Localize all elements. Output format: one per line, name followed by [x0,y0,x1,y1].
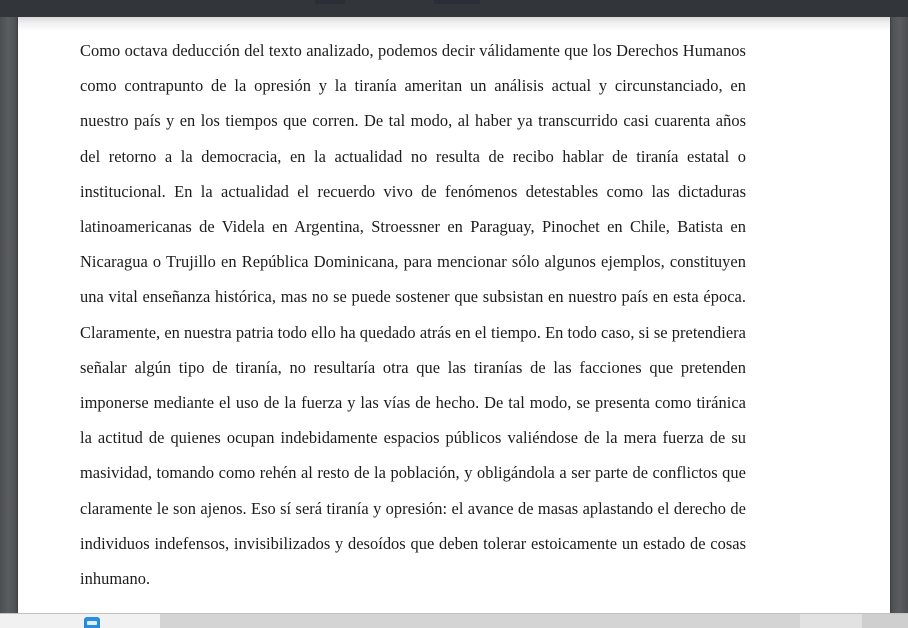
page-text-body [80,33,746,596]
document-paragraph: Como octava deducción del texto analizado, podemos decir válidamente que los Derechos Humanos como contrapunto de la opresión y la tiranía ameritan un análisis actual y circunstanciado, en nuestro país y en los tiempos que corren. De tal modo, al haber ya transcurrido casi cuarenta años del retorno a la democracia, en la actualidad no resulta de recibo hablar de tiranía estatal o institucional. En la actualidad el recuerdo vivo de fenómenos detestables como las dictaduras latinoamericanas de Videla en Argentina, Stroessner en Paraguay, Pinochet en Chile, Batista en Nicaragua o Trujillo en República Dominicana, para mencionar sólo algunos ejemplos, constituyen una vital enseñanza histórica, mas no se puede sostener que subsistan en nuestro país en esta época. Claramente, en nuestra patria todo ello ha quedado atrás en el tiempo. En todo caso, si se pretendiera señalar algún tipo de tiranía, no resultaría otra que las tiranías de las facciones que pretenden imponerse mediante el uso de la fuerza y las vías de hecho. De tal modo, se presenta como tiránica la actitud de quienes ocupan indebidamente espacios públicos valiéndose de la mera fuerza de su masividad, tomando como rehén al resto de la población, y obligándola a ser parte de conflictos que claramente le son ajenos. Eso sí será tiranía y opresión: el avance de masas aplastando el derecho de individuos indefensos, invisibilizados y desoídos que deben tolerar estoicamente un estado de cosas inhumano. [80,41,746,589]
taskbar-start-area[interactable] [0,614,60,628]
toolbar-button-right[interactable] [434,0,480,4]
browser-icon[interactable] [84,617,100,628]
document-page[interactable] [18,17,890,614]
taskbar-item-2[interactable] [160,614,800,628]
viewer-gutter-left [0,17,18,614]
toolbar-button-left[interactable] [315,0,345,4]
taskbar-item-3[interactable] [800,614,862,628]
viewer-canvas[interactable] [0,17,908,614]
viewer-gutter-right [890,17,908,614]
viewer-toolbar [0,0,908,17]
taskbar-item-1[interactable] [60,614,160,628]
taskbar[interactable] [0,613,908,628]
taskbar-item-4[interactable] [862,614,908,628]
page-top-shadow [18,17,890,31]
